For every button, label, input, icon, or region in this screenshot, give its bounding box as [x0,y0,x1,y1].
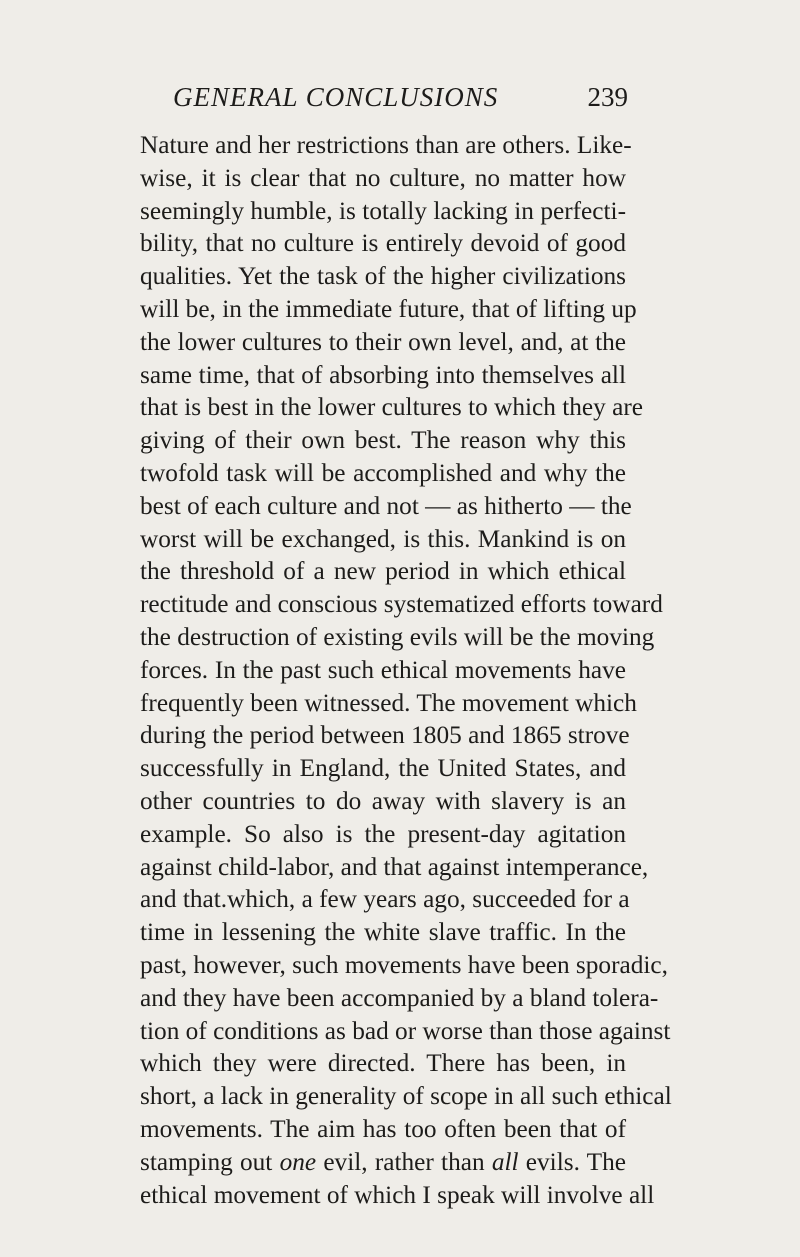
text-line [140,129,632,162]
text-line [140,195,626,228]
text-line [140,916,626,949]
text-line [140,359,626,392]
text-line [140,851,649,884]
text-line [140,588,663,621]
text-segment: time in lessening the white slave traffic. In the [140,918,626,947]
text-segment: the threshold of a new period in which ethical [140,557,626,586]
text-line [140,1113,626,1146]
text-segment: tion of conditions as bad or worse than those against [140,1016,671,1045]
text-line [140,424,626,457]
text-line [140,490,632,523]
text-line [140,654,626,687]
text-line [140,1179,655,1212]
text-line [140,457,626,490]
text-line [140,162,626,195]
text-line [140,621,655,654]
text-line [140,752,626,785]
text-line [140,719,630,752]
text-segment: stamping out [140,1147,280,1176]
text-segment: forces. In the past such ethical movements have [140,655,626,684]
text-segment: successfully in England, the United States, and [140,754,626,783]
text-segment: and that.which, a few years ago, succeeded for a [140,885,630,914]
text-line [140,687,637,720]
text-line [140,949,668,982]
text-segment: same time, that of absorbing into themselves all [140,360,626,389]
running-head [173,82,628,122]
text-line [140,982,659,1015]
text-segment: rectitude and conscious systematized efforts toward [140,590,663,619]
text-segment: short, a lack in generality of scope in all such ethical [140,1082,672,1111]
body-text [140,129,672,1211]
text-segment: ethical movement of which I speak will involve all [140,1180,655,1209]
text-segment: which they were directed. There has been, in [140,1049,626,1078]
text-segment: against child-labor, and that against intemperance, [140,852,649,881]
text-segment: frequently been witnessed. The movement which [140,688,637,717]
text-segment: the lower cultures to their own level, and, at the [140,327,626,356]
text-line [140,818,626,851]
text-segment: movements. The aim has too often been that of [140,1114,626,1143]
text-line [140,785,626,818]
text-line [140,227,626,260]
text-segment: bility, that no culture is entirely devoid of good [140,229,626,258]
text-segment: seemingly humble, is totally lacking in perfecti- [140,196,626,225]
italic-text: one [279,1147,317,1176]
text-segment: example. So also is the present-day agitation [140,819,626,848]
text-segment: evil, rather than [316,1147,492,1176]
text-segment: will be, in the immediate future, that of lifting up [140,294,637,323]
text-segment: evils. The [518,1147,627,1176]
text-line [140,1080,672,1113]
text-segment: the destruction of existing evils will be the moving [140,622,655,651]
text-segment: worst will be exchanged, is this. Mankind is on [140,524,626,553]
running-title: GENERAL CONCLUSIONS [173,82,499,112]
text-line [140,555,626,588]
text-segment: other countries to do away with slavery is an [140,786,626,815]
text-segment: qualities. Yet the task of the higher civilizations [140,262,626,291]
text-line [140,391,643,424]
text-segment: and they have been accompanied by a bland tolera- [140,983,659,1012]
text-line [140,260,626,293]
italic-text: all [491,1147,519,1176]
text-segment: during the period between 1805 and 1865 strove [140,721,630,750]
text-line [140,1146,626,1179]
page-number: 239 [587,82,628,112]
text-line [140,1015,671,1048]
text-segment: that is best in the lower cultures to which they are [140,393,643,422]
text-segment: twofold task will be accomplished and why the [140,458,626,487]
text-line [140,1047,626,1080]
text-segment: giving of their own best. The reason why this [140,426,626,455]
text-segment: wise, it is clear that no culture, no matter how [140,163,626,192]
text-segment: past, however, such movements have been sporadic, [140,950,668,979]
text-line [140,293,637,326]
text-line [140,523,626,556]
text-segment: Nature and her restrictions than are others. Like- [140,131,632,159]
text-segment: best of each culture and not — as hitherto — the [140,491,632,520]
text-line [140,883,630,916]
text-line [140,326,626,359]
